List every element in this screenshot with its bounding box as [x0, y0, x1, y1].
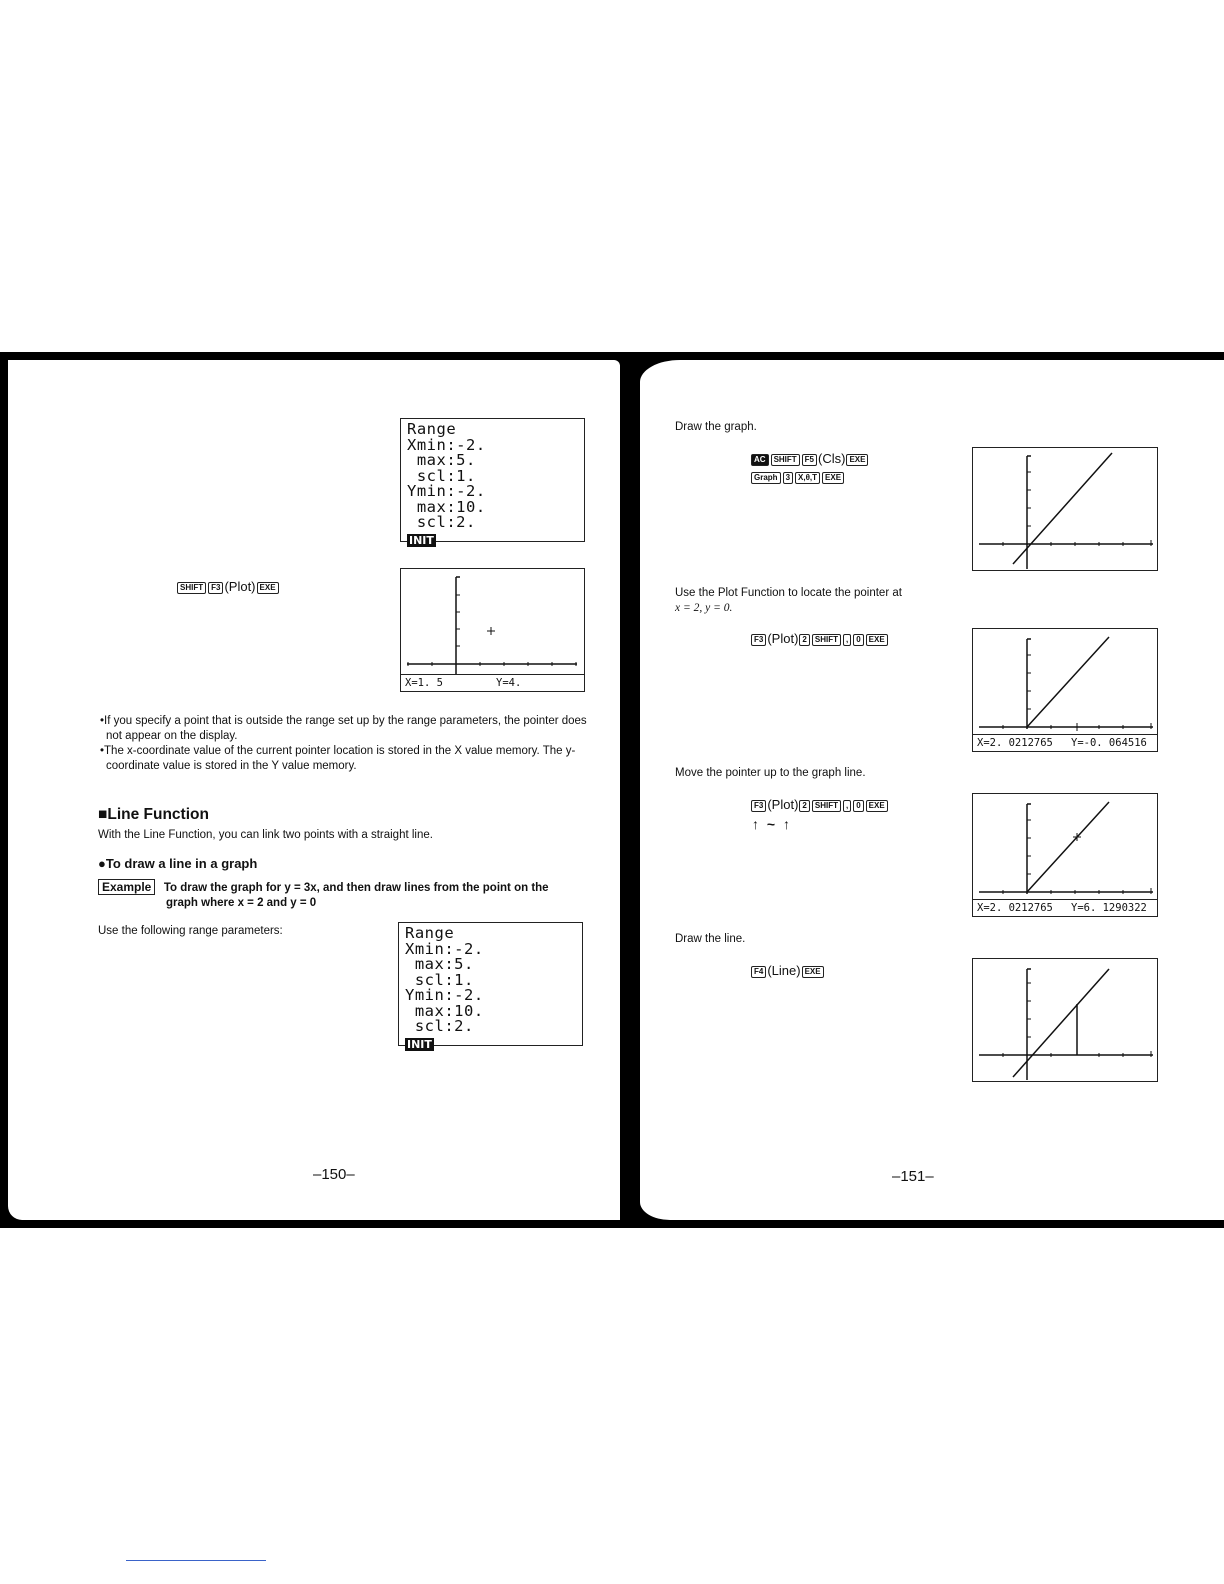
step1-text: Draw the graph.: [675, 421, 757, 433]
note-1: •If you specify a point that is outside the range set up by the range parameters, the pointer does not appear on the display.: [100, 715, 587, 742]
plot-screen-graph: [401, 569, 583, 675]
range-line: Ymin:-2.: [405, 986, 484, 1004]
init-label: INIT: [407, 1037, 432, 1051]
exe-key[interactable]: EXE: [866, 634, 888, 646]
exe-key[interactable]: EXE: [822, 472, 844, 484]
graph-line-y-3x: [1027, 637, 1109, 727]
graph-1-svg: [973, 448, 1156, 569]
zero-key[interactable]: 0: [853, 634, 863, 646]
range-line: scl:1.: [407, 466, 476, 485]
zero-key[interactable]: 0: [853, 800, 863, 812]
shift-key[interactable]: SHIFT: [812, 634, 841, 646]
step2-keys: [750, 630, 889, 648]
page-number-left: –150–: [313, 1166, 355, 1183]
step2-text-1: Use the Plot Function to locate the pointer at: [675, 587, 902, 599]
example-text-1: To draw the graph for y = 3x, and then draw lines from the point on the: [163, 882, 549, 894]
example-text-2: graph where x = 2 and y = 0: [166, 897, 317, 909]
range-line: max:10.: [407, 497, 486, 516]
step2-text-2: x = 2, y = 0.: [675, 602, 733, 614]
graph-screen-4: [972, 958, 1158, 1082]
shift-key[interactable]: SHIFT: [812, 800, 841, 812]
shift-key[interactable]: SHIFT: [771, 454, 800, 466]
step4-keys: [750, 962, 825, 980]
step3-coord-y: Y=6. 1290322: [1071, 902, 1147, 914]
plot-key-sequence: [176, 578, 280, 596]
line-label: (Line): [767, 963, 801, 978]
three-key[interactable]: 3: [783, 472, 793, 484]
range-line: Xmin:-2.: [405, 939, 484, 958]
plot-screen: [400, 568, 585, 692]
shift-key[interactable]: SHIFT: [177, 582, 206, 594]
two-key[interactable]: 2: [799, 634, 809, 646]
f5-key[interactable]: F5: [802, 454, 817, 466]
step2-coord-x: X=2. 0212765: [977, 737, 1053, 749]
ac-key[interactable]: AC: [751, 454, 769, 466]
graph-key[interactable]: Graph: [751, 472, 781, 484]
example-block: [98, 878, 588, 909]
graph-screen-2: [972, 628, 1158, 752]
range-line: max:5.: [405, 955, 474, 973]
note-2: •The x-coordinate value of the current pointer location is stored in the X value memory. The y-coordinate value is stored in the Y value memory.: [100, 745, 576, 772]
step1-keys-line2: [750, 468, 845, 486]
f3-key[interactable]: F3: [208, 582, 223, 594]
page-number-right: –151–: [892, 1168, 934, 1185]
section-title: ■Line Function: [98, 806, 209, 823]
subsection-title: ●To draw a line in a graph: [98, 856, 258, 871]
plot-coord-x: X=1. 5: [405, 677, 443, 689]
graph-2-svg: [973, 629, 1156, 733]
range-line: scl:1.: [405, 970, 474, 989]
right-page: [640, 360, 1224, 1220]
range-line: scl:2.: [405, 1017, 474, 1035]
step4-text: Draw the line.: [675, 933, 746, 945]
step3-keys: [750, 796, 889, 814]
graph-line-y-3x: [1027, 802, 1109, 892]
comma-key[interactable]: ,: [843, 800, 851, 812]
f3-key[interactable]: F3: [751, 800, 766, 812]
graph-screen-3: [972, 793, 1158, 917]
range-title: Range: [407, 420, 457, 438]
range-title: Range: [405, 924, 455, 942]
f4-key[interactable]: F4: [751, 966, 766, 978]
comma-key[interactable]: ,: [843, 634, 851, 646]
scan-artifact-line: [126, 1560, 266, 1561]
plot-label: (Plot): [767, 631, 799, 646]
pointer-crosshair: [1073, 723, 1081, 731]
section-intro: With the Line Function, you can link two points with a straight line.: [98, 829, 433, 841]
range-line: scl:2.: [407, 513, 476, 531]
exe-key[interactable]: EXE: [257, 582, 279, 594]
graph-screen-1: [972, 447, 1158, 571]
cls-label: (Cls): [818, 451, 846, 466]
example-label: Example: [98, 879, 155, 895]
step1-keys-line1: [750, 450, 869, 468]
left-page: [8, 360, 620, 1220]
range-line: max:10.: [405, 1001, 484, 1020]
range-line: max:5.: [407, 451, 476, 469]
graph-3-svg: [973, 794, 1156, 898]
plot-label: (Plot): [767, 797, 799, 812]
range-instruction: Use the following range parameters:: [98, 925, 283, 937]
graph-4-svg: [973, 959, 1156, 1080]
exe-key[interactable]: EXE: [846, 454, 868, 466]
range-line: Ymin:-2.: [407, 482, 486, 500]
step3-text: Move the pointer up to the graph line.: [675, 767, 866, 779]
book-spread: [0, 352, 1224, 1228]
range-screen-1: [400, 418, 585, 547]
init-label: INIT: [409, 533, 434, 547]
step2-coord-y: Y=-0. 064516: [1071, 737, 1147, 749]
step3-coord-x: X=2. 0212765: [977, 902, 1053, 914]
two-key[interactable]: 2: [799, 800, 809, 812]
exe-key[interactable]: EXE: [802, 966, 824, 978]
plot-coord-y: Y=4.: [496, 677, 522, 689]
plot-label: (Plot): [224, 579, 256, 594]
xthetat-key[interactable]: X,θ,T: [795, 472, 820, 484]
step3-arrow-keys[interactable]: ↑ ~ ↑: [752, 816, 792, 832]
range-line: Xmin:-2.: [407, 435, 486, 454]
exe-key[interactable]: EXE: [866, 800, 888, 812]
range-screen-2: [398, 922, 583, 1051]
pointer-crosshair: [487, 627, 495, 635]
f3-key[interactable]: F3: [751, 634, 766, 646]
